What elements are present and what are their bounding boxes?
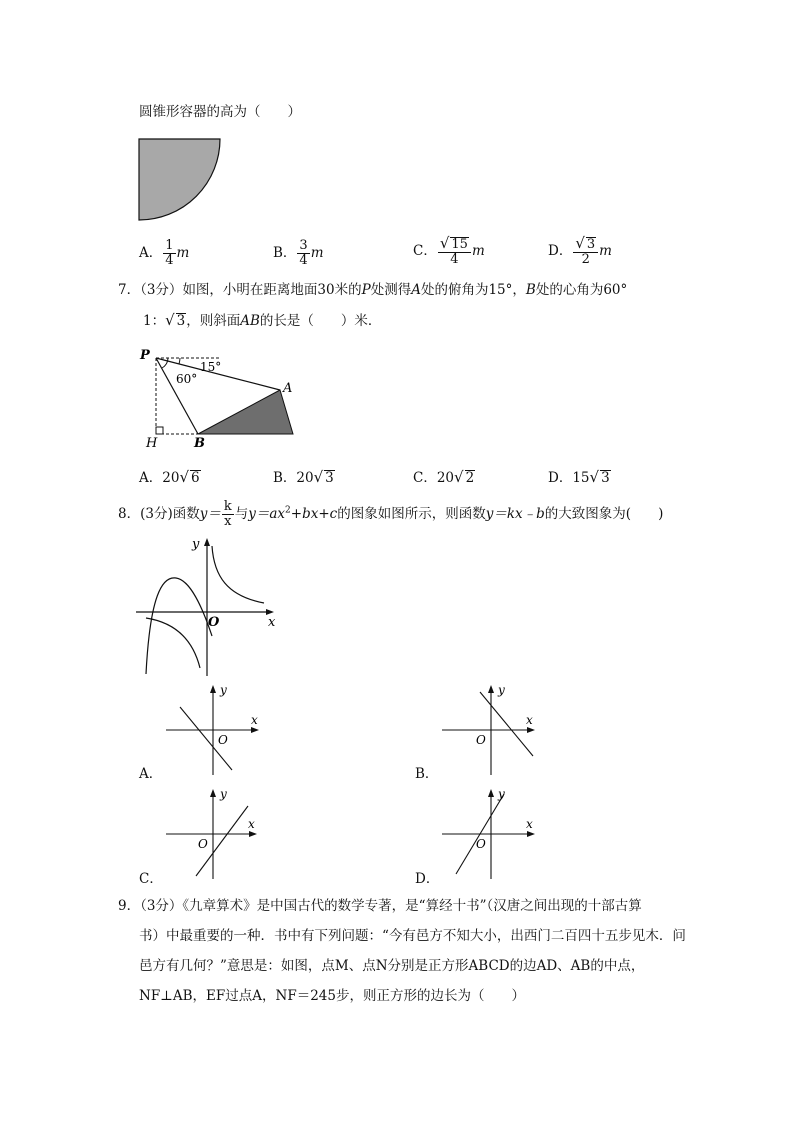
q9-line-4: NF⊥AB，EF过点A，NF＝245步，则正方形的边长为（ ） [139,988,525,1004]
q8-origin: O [208,615,220,630]
q6-option-b[interactable]: B． $\frac{3}{4}$ m [273,238,324,268]
q7-stem-line2: 1：√ 3，则斜面AB的长是（ ）米． [143,311,382,329]
q9-line-2: 书）中最重要的一种．书中有下列问题：“今有邑方不知大小，出西门二百四十五步见木．问 [139,928,686,944]
q7-option-a[interactable]: A．20√ 6 [139,468,200,486]
q6-option-a[interactable]: A． $\frac{1}{4}$ m [139,238,190,268]
q6-option-c[interactable]: C． $\frac{√ 15}{4}$ m [413,234,485,267]
svg-text:x: x [248,817,255,831]
q8-option-b[interactable]: B． [415,766,439,782]
q8-main-figure [132,536,282,678]
q9-line-1: 9．（3分）《九章算术》是中国古代的数学专著，是“算经十书”（汉唐之间出现的十部古算 [118,898,642,914]
q6-option-d[interactable]: D． $\frac{√ 3}{2}$ m [548,234,612,267]
svg-text:x: x [526,713,533,727]
q7-label-p: P [140,348,150,363]
q8-axis-y: y [192,537,200,552]
q7-option-d[interactable]: D．15√ 3 [548,468,610,486]
svg-text:y: y [498,787,505,801]
q7-label-b: B [194,436,205,448]
q8-option-d-graph [438,784,543,882]
q9-line-3: 邑方有几何？”意思是：如图，点M、点N分别是正方形ABCD的边AD、AB的中点， [139,958,645,974]
q7-label-a: A [283,381,293,396]
svg-text:x: x [526,817,533,831]
svg-text:y: y [220,787,227,801]
q7-option-c[interactable]: C．20√ 2 [413,468,475,486]
q7-angle-15: 15° [200,360,222,374]
q8-option-d[interactable]: D． [415,871,440,887]
q8-option-c-graph [160,784,265,882]
svg-text:x: x [251,713,258,727]
svg-text:O: O [476,837,486,851]
q8-option-a-graph [160,680,265,778]
q8-option-b-graph [438,680,543,778]
svg-text:O: O [198,837,208,851]
svg-text:y: y [498,683,505,697]
q8-axis-x: x [268,615,276,630]
svg-text:O: O [476,733,486,747]
svg-text:y: y [220,683,227,697]
q7-option-b[interactable]: B．20√ 3 [273,468,334,486]
q7-angle-60: 60° [176,372,198,386]
q8-option-a[interactable]: A． [139,766,163,782]
q6-stem-tail: 圆锥形容器的高为（ ） [139,104,301,120]
q7-label-h: H [146,436,158,448]
q6-figure [136,136,226,222]
q8-option-c[interactable]: C． [139,871,163,887]
q7-figure [138,344,303,448]
q7-stem: 7．（3分）如图，小明在距离地面30米的P处测得A处的俯角为15°，B处的心角为60° [118,282,628,298]
q8-stem: 8．(3分)函数y＝ $\frac{k}{x}$ 与$y=ax^2+bx+c$的图象如图所示，则函数y＝kx﹣b的大致图象为( ) [118,499,664,529]
svg-text:O: O [218,733,228,747]
